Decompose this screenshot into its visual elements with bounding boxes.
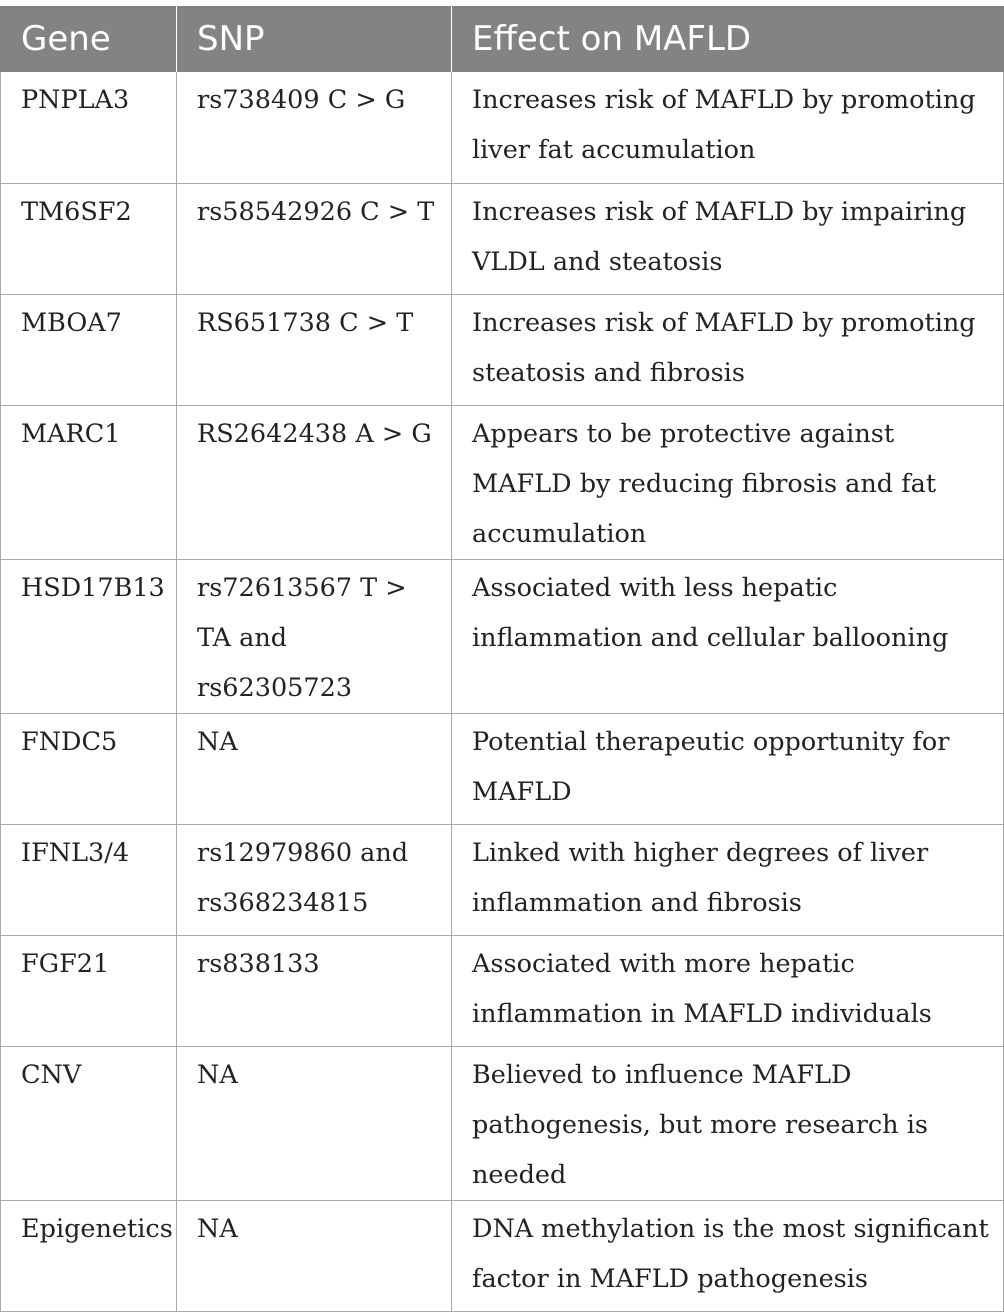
snp-text: NA [197, 726, 238, 757]
cell-snp [177, 713, 452, 824]
snp-text: rs738409 C > G [197, 85, 406, 115]
gene-text: MBOA7 [21, 307, 122, 338]
gene-text: Epigenetics [21, 1213, 173, 1244]
effect-text: Linked with higher degrees of liver inflammation and fibrosis [472, 837, 929, 918]
effect-text: Associated with more hepatic inflammation in MAFLD individuals [472, 948, 932, 1029]
gene-text: FNDC5 [21, 726, 118, 757]
snp-text: RS651738 C > T [197, 307, 414, 338]
header-effect: Effect on MAFLD [452, 6, 1004, 72]
snp-text: rs72613567 T > TA and rs62305723 [197, 572, 407, 703]
cell-snp [177, 72, 452, 183]
table-body [1, 72, 1004, 1311]
cell-gene [1, 935, 177, 1046]
snp-text: rs58542926 C > T [197, 196, 435, 227]
header-gene: Gene [1, 6, 177, 72]
effect-text: Increases risk of MAFLD by promoting liver fat accumulation [472, 85, 976, 165]
gene-table-container [0, 6, 1003, 1312]
cell-snp [177, 935, 452, 1046]
cell-gene [1, 294, 177, 405]
cell-gene [1, 824, 177, 935]
cell-snp [177, 824, 452, 935]
cell-gene [1, 405, 177, 559]
snp-text: rs838133 [197, 948, 320, 979]
gene-text: TM6SF2 [21, 196, 132, 227]
gene-text: MARC1 [21, 418, 121, 449]
gene-text: IFNL3/4 [21, 837, 130, 868]
header-snp: SNP [177, 6, 452, 72]
cell-gene [1, 713, 177, 824]
table-row [1, 713, 1004, 824]
cell-effect [452, 1200, 1004, 1311]
gene-text: PNPLA3 [21, 85, 130, 115]
table-row [1, 405, 1004, 559]
cell-effect [452, 405, 1004, 559]
table-row [1, 72, 1004, 183]
snp-text: RS2642438 A > G [197, 418, 432, 449]
cell-effect [452, 1046, 1004, 1200]
cell-snp [177, 294, 452, 405]
cell-gene [1, 1200, 177, 1311]
cell-effect [452, 824, 1004, 935]
effect-text: Increases risk of MAFLD by promoting steatosis and fibrosis [472, 307, 976, 388]
gene-text: HSD17B13 [21, 572, 165, 603]
effect-text: Increases risk of MAFLD by impairing VLDL and steatosis [472, 196, 967, 277]
table-row [1, 1200, 1004, 1311]
snp-text: rs12979860 and rs368234815 [197, 837, 409, 918]
cell-effect [452, 72, 1004, 183]
cell-snp [177, 559, 452, 713]
gene-text: FGF21 [21, 948, 110, 979]
table-header [1, 6, 1004, 72]
cell-effect [452, 294, 1004, 405]
gene-text: CNV [21, 1059, 82, 1090]
cell-effect [452, 183, 1004, 294]
table-row [1, 559, 1004, 713]
gene-snp-table [0, 6, 1004, 1312]
snp-text: NA [197, 1059, 238, 1090]
cell-snp [177, 1046, 452, 1200]
cell-effect [452, 559, 1004, 713]
cell-gene [1, 183, 177, 294]
table-row [1, 824, 1004, 935]
snp-text: NA [197, 1213, 238, 1244]
cell-snp [177, 1200, 452, 1311]
effect-text: Associated with less hepatic inflammation and cellular ballooning [472, 572, 949, 653]
table-row [1, 1046, 1004, 1200]
effect-text: DNA methylation is the most significant factor in MAFLD pathogenesis [472, 1213, 989, 1294]
cell-effect [452, 935, 1004, 1046]
header-row [1, 6, 1004, 72]
effect-text: Potential therapeutic opportunity for MAFLD [472, 726, 950, 807]
cell-snp [177, 183, 452, 294]
effect-text: Appears to be protective against MAFLD by reducing fibrosis and fat accumulation [472, 418, 937, 549]
cell-gene [1, 559, 177, 713]
table-row [1, 183, 1004, 294]
cell-gene [1, 72, 177, 183]
cell-effect [452, 713, 1004, 824]
effect-text: Believed to influence MAFLD pathogenesis, but more research is needed [472, 1059, 928, 1190]
table-row [1, 294, 1004, 405]
cell-gene [1, 1046, 177, 1200]
cell-snp [177, 405, 452, 559]
table-row [1, 935, 1004, 1046]
